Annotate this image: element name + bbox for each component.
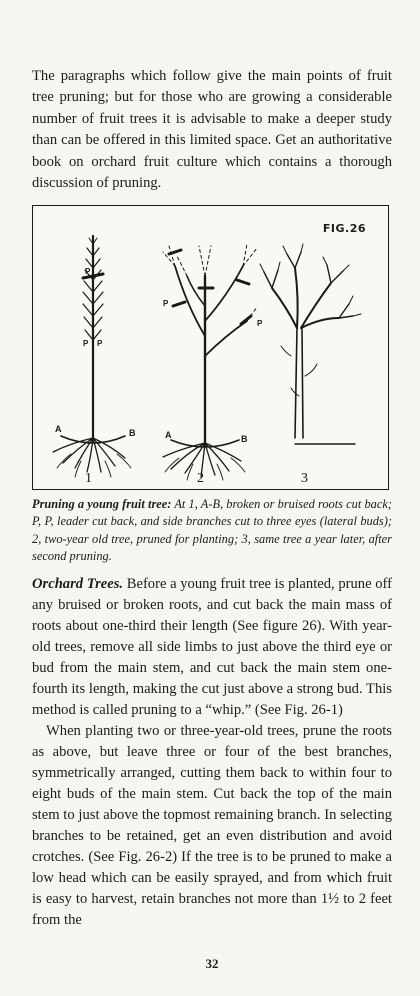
tree-3-number: 3 <box>301 471 308 486</box>
tree-2-marker-b: B <box>241 434 248 444</box>
tree-3-drawing <box>260 244 361 444</box>
section-heading: Orchard Trees. <box>32 576 124 592</box>
paragraph-1-text: Before a young fruit tree is planted, prune off any bruised or broken roots, and cut back the main mass of roots about one-third their length (See figure 26). With year-old trees, remove all side limbs to just above the third eye or bud from the main stem, and cut back the main stem one-fourth its length, making the cut just above a strong bud. This method is called pruning to a “whip.” (See Fig. 26-1) <box>32 576 392 718</box>
tree-2-drawing <box>163 244 257 480</box>
intro-paragraph: The paragraphs which follow give the main points of fruit tree pruning; but for those who are growing a considerable number of fruit trees it is advisable to make a deeper study than can be offered in this limited space. Get an authoritative book on orchard fruit culture which contains a thorough discussion of pruning. <box>32 68 392 192</box>
tree-2-marker-p-right: P <box>257 319 263 328</box>
tree-1-marker-p: P <box>85 267 91 276</box>
figure-label: FIG.26 <box>322 222 366 235</box>
tree-2-marker-a: A <box>165 430 172 440</box>
tree-2-number: 2 <box>197 471 204 486</box>
pruning-figure <box>32 205 389 490</box>
tree-1-marker-a: A <box>55 424 62 434</box>
paragraph-2: When planting two or three-year-old trees, prune the roots as above, but leave three or four of the best branches, symmetrically arranged, cutting them back to within four to eight buds of the main stem. Cut back the top of the main stem to just above the topmost remaining branch. In selecting branches to be retained, get an even distribution and avoid crotches. (See Fig. 26-2) If the tree is to be pruned to make a low head which can be easily sprayed, and from which fruit is easy to harvest, retain branches not more than 1½ to 2 feet from the <box>32 723 392 928</box>
paragraph-1 <box>32 574 392 721</box>
tree-1-drawing <box>53 236 131 477</box>
tree-1-number: 1 <box>85 471 92 486</box>
caption-lead: Pruning a young fruit tree: <box>32 497 172 511</box>
tree-1-marker-b: B <box>129 428 136 438</box>
caption-text: At 1, A-B, broken or bruised roots cut back; P, P, leader cut back, and side branches cut to three eyes (lateral buds); 2, two-year old tree, pruned for planting; 3, same tree a year later, after second pruning. <box>32 497 392 564</box>
orchard-trees-section <box>32 574 392 931</box>
tree-1-marker-p-left: P <box>83 339 89 348</box>
pruning-illustration <box>33 206 388 489</box>
page-number: 32 <box>205 956 219 971</box>
book-page <box>32 0 392 996</box>
figure-caption <box>32 496 392 566</box>
tree-2-marker-p-left: P <box>163 299 169 308</box>
tree-1-marker-p-right: P <box>97 339 103 348</box>
